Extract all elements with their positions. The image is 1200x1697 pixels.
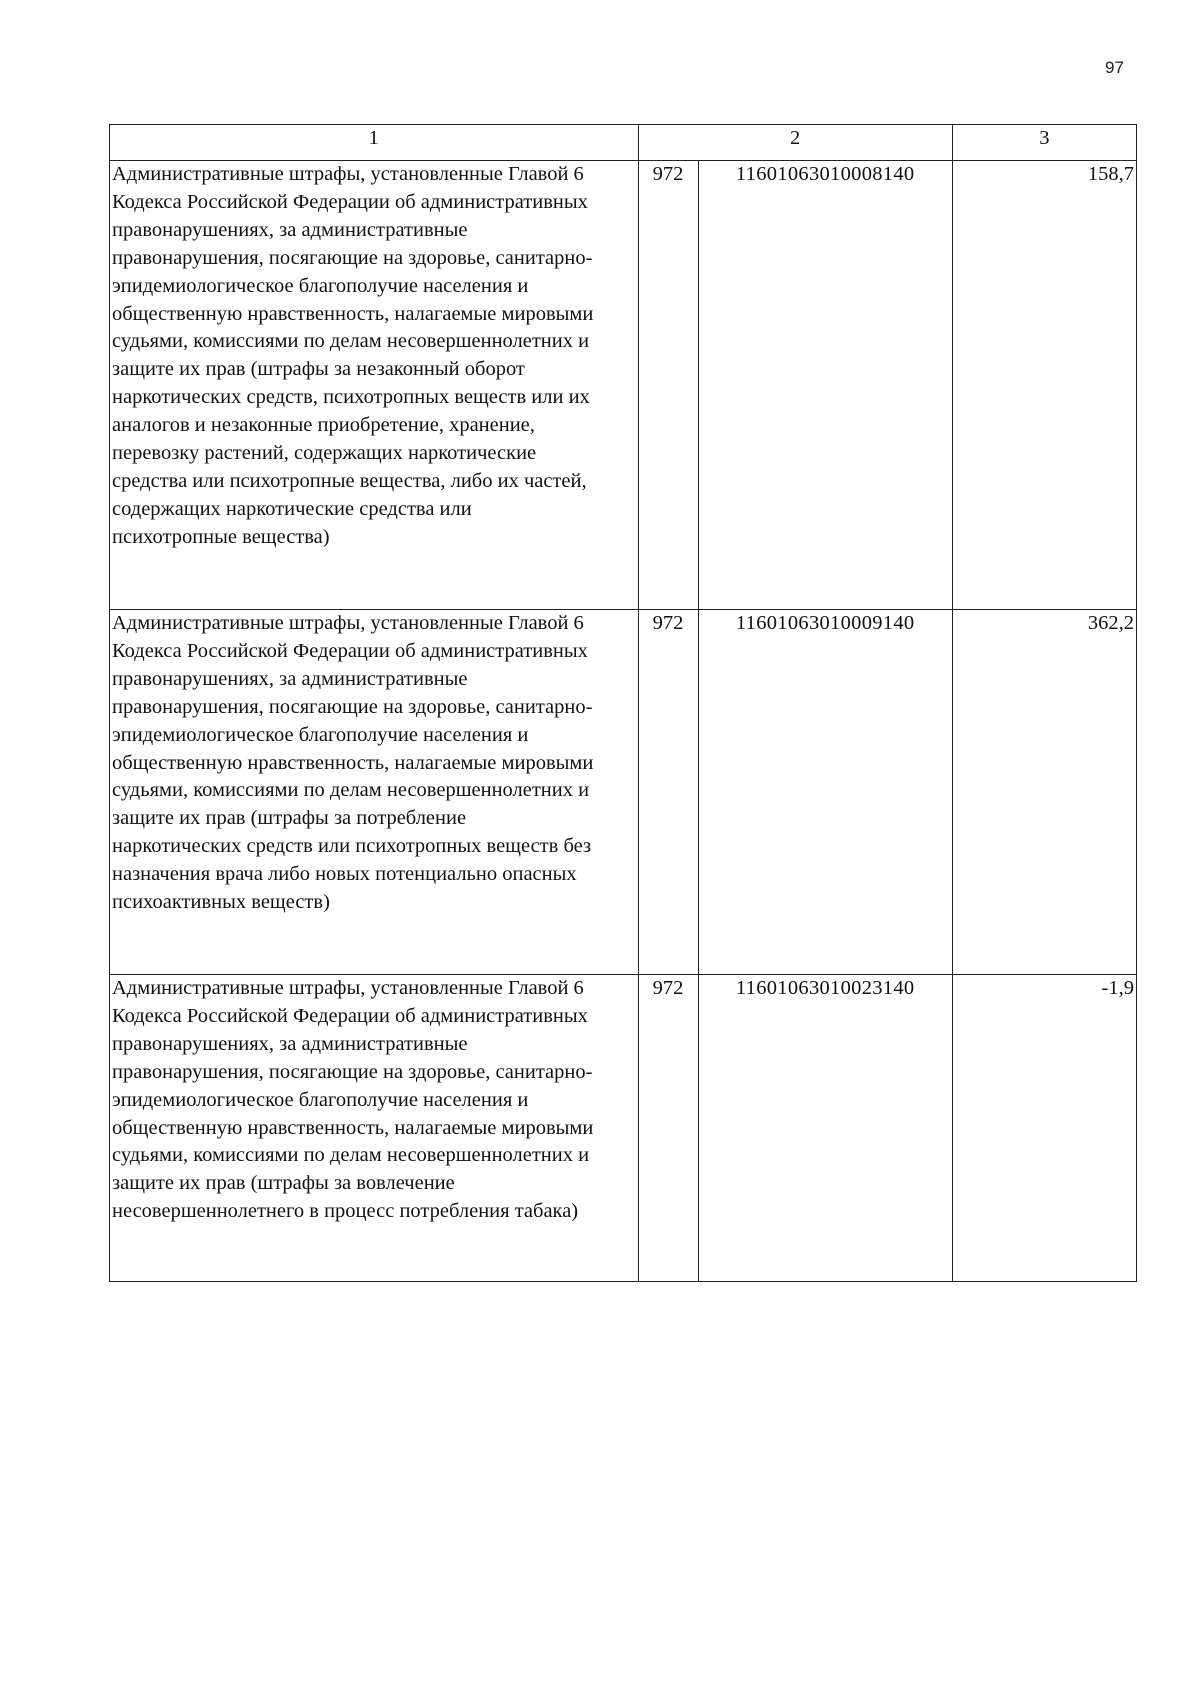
column-header-1: 1 (110, 125, 639, 161)
amount: 158,7 (952, 161, 1136, 610)
amount: 362,2 (952, 610, 1136, 975)
administrator-code: 972 (638, 610, 698, 975)
budget-classification-code: 11601063010009140 (698, 610, 952, 975)
column-header-3: 3 (952, 125, 1136, 161)
table-row (110, 161, 1137, 610)
administrator-code: 972 (638, 161, 698, 610)
page-number: 97 (1105, 58, 1124, 77)
column-header-2: 2 (638, 125, 952, 161)
budget-classification-code: 11601063010008140 (698, 161, 952, 610)
budget-classification-code: 11601063010023140 (698, 975, 952, 1282)
revenue-description: Административные штрафы, установленные Главой 6 Кодекса Российской Федерации об административных правонарушениях, за административные правонарушения, посягающие на здоровье, санитарно- эпидемиологическое благополучие населения и общественную нравственность, налагаемые мировыми судьями, комиссиями по делам несовершеннолетних и защите их прав (штрафы за вовлечение несовершеннолетнего в процесс потребления табака) (110, 975, 639, 1282)
revenue-description: Административные штрафы, установленные Главой 6 Кодекса Российской Федерации об административных правонарушениях, за административные правонарушения, посягающие на здоровье, санитарно- эпидемиологическое благополучие населения и общественную нравственность, налагаемые мировыми судьями, комиссиями по делам несовершеннолетних и защите их прав (штрафы за потребление наркотических средств или психотропных веществ без назначения врача либо новых потенциально опасных психоактивных веществ) (110, 610, 639, 975)
revenue-table (109, 124, 1137, 1282)
table-row (110, 610, 1137, 975)
revenue-description: Административные штрафы, установленные Главой 6 Кодекса Российской Федерации об административных правонарушениях, за административные правонарушения, посягающие на здоровье, санитарно- эпидемиологическое благополучие населения и общественную нравственность, налагаемые мировыми судьями, комиссиями по делам несовершеннолетних и защите их прав (штрафы за незаконный оборот наркотических средств, психотропных веществ или их аналогов и незаконные приобретение, хранение, перевозку растений, содержащих наркотические средства или психотропные вещества, либо их частей, содержащих наркотические средства или психотропные вещества) (110, 161, 639, 610)
table-header-row (110, 125, 1137, 161)
administrator-code: 972 (638, 975, 698, 1282)
amount: -1,9 (952, 975, 1136, 1282)
table-row (110, 975, 1137, 1282)
